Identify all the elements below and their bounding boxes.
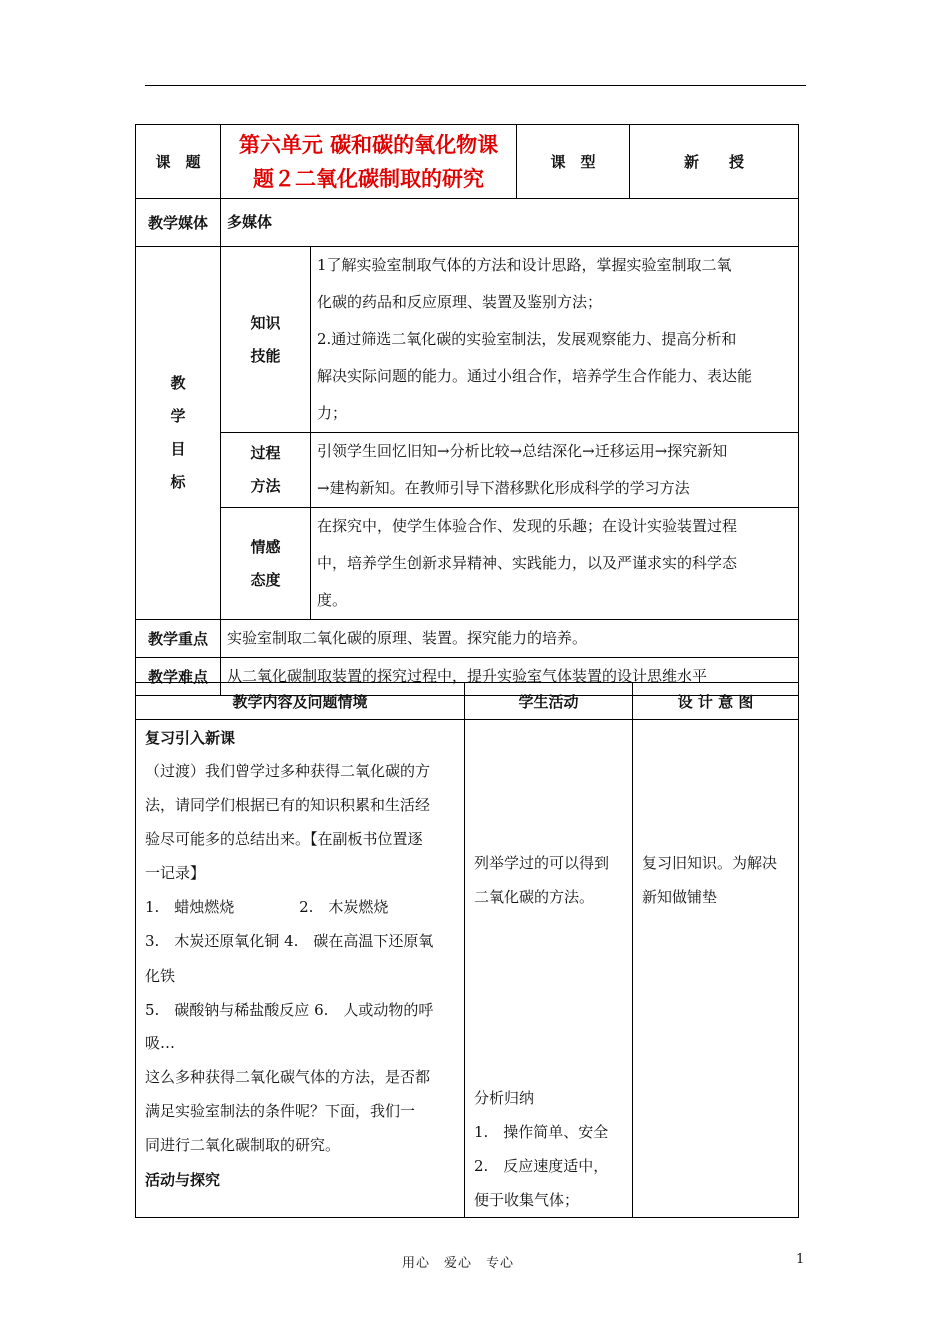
design-intent-cell	[633, 720, 799, 1218]
content-line: 同进行二氧化碳制取的研究。	[145, 1136, 341, 1154]
type-value: 新 授	[630, 125, 799, 199]
page-footer	[0, 1252, 950, 1272]
lesson-content-table	[135, 682, 799, 1218]
process-text: 引领学生回忆旧知→分析比较→总结深化→迁移运用→探究新知 →建构新知。在教师引导下潜移默化形成科学的学习方法	[311, 433, 799, 508]
lesson-title-line2: 题２二氧化碳制取的研究	[253, 165, 484, 191]
goals-label: 教 学 目 标	[136, 247, 221, 620]
type-label: 课 型	[517, 125, 630, 199]
footer-slogan: 用心 爱心 专心	[402, 1256, 515, 1271]
focus-label: 教学重点	[136, 620, 221, 658]
student-line: 1. 操作简单、安全	[474, 1123, 609, 1141]
header-design-intent: 设 计 意 图	[633, 683, 799, 720]
process-label: 过程 方法	[221, 433, 311, 508]
content-line: 这么多种获得二氧化碳气体的方法，是否都	[145, 1068, 431, 1086]
lesson-title	[221, 125, 517, 199]
media-value: 多媒体	[221, 199, 799, 247]
focus-value: 实验室制取二氧化碳的原理、装置。探究能力的培养。	[221, 620, 799, 658]
attitude-text: 在探究中，使学生体验合作、发现的乐趣；在设计实验装置过程 中，培养学生创新求异精神、实践能力，以及严谨求实的科学态 度。	[311, 508, 799, 620]
header-content: 教学内容及问题情境	[136, 683, 465, 720]
difficulty-label: 教学难点	[136, 658, 221, 696]
student-line: 列举学过的可以得到	[474, 854, 610, 872]
lesson-info-table	[135, 124, 799, 696]
content-cell	[136, 720, 465, 1218]
student-line: 分析归纳	[474, 1089, 535, 1107]
knowledge-label: 知识 技能	[221, 247, 311, 433]
header-student-activity: 学生活动	[465, 683, 633, 720]
content-line: 吸…	[145, 1034, 176, 1052]
content-line: 3. 木炭还原氧化铜 4. 碳在高温下还原氧	[145, 932, 434, 950]
lesson-title-line1: 第六单元 碳和碳的氧化物课	[238, 131, 499, 157]
content-line: 满足实验室制法的条件呢？下面，我们一	[145, 1102, 416, 1120]
knowledge-text: 1了解实验室制取气体的方法和设计思路，掌握实验室制取二氧 化碳的药品和反应原理、装置及鉴别方法； 2.通过筛选二氧化碳的实验室制法，发展观察能力、提高分析和 解决实际问题的能力。通过小组合作，培养学生合作能力、表达能 力；	[311, 247, 799, 433]
content-line: 5. 碳酸钠与稀盐酸反应 6. 人或动物的呼	[145, 1001, 434, 1019]
topic-label: 课 题	[136, 125, 221, 199]
design-line: 新知做铺垫	[642, 888, 718, 906]
section-heading-review: 复习引入新课	[145, 729, 236, 747]
content-line: 1. 蜡烛燃烧 2. 木炭燃烧	[145, 898, 389, 916]
header-rule	[145, 85, 806, 86]
content-line: 一记录】	[145, 864, 206, 882]
student-line: 2. 反应速度适中，	[474, 1157, 609, 1175]
student-line: 便于收集气体；	[474, 1191, 580, 1209]
attitude-label: 情感 态度	[221, 508, 311, 620]
difficulty-value: 从二氧化碳制取装置的探究过程中，提升实验室气体装置的设计思维水平	[221, 658, 799, 696]
content-line: 验尽可能多的总结出来。【在副板书位置逐	[145, 830, 423, 848]
page-number: 1	[796, 1252, 805, 1267]
content-line: 法，请同学们根据已有的知识积累和生活经	[145, 796, 431, 814]
content-line: （过渡）我们曾学过多种获得二氧化碳的方	[145, 762, 431, 780]
section-heading-activity: 活动与探究	[145, 1171, 221, 1189]
media-label: 教学媒体	[136, 199, 221, 247]
design-line: 复习旧知识。为解决	[642, 854, 778, 872]
student-line: 二氧化碳的方法。	[474, 888, 595, 906]
student-activity-cell	[465, 720, 633, 1218]
content-line: 化铁	[145, 967, 176, 985]
